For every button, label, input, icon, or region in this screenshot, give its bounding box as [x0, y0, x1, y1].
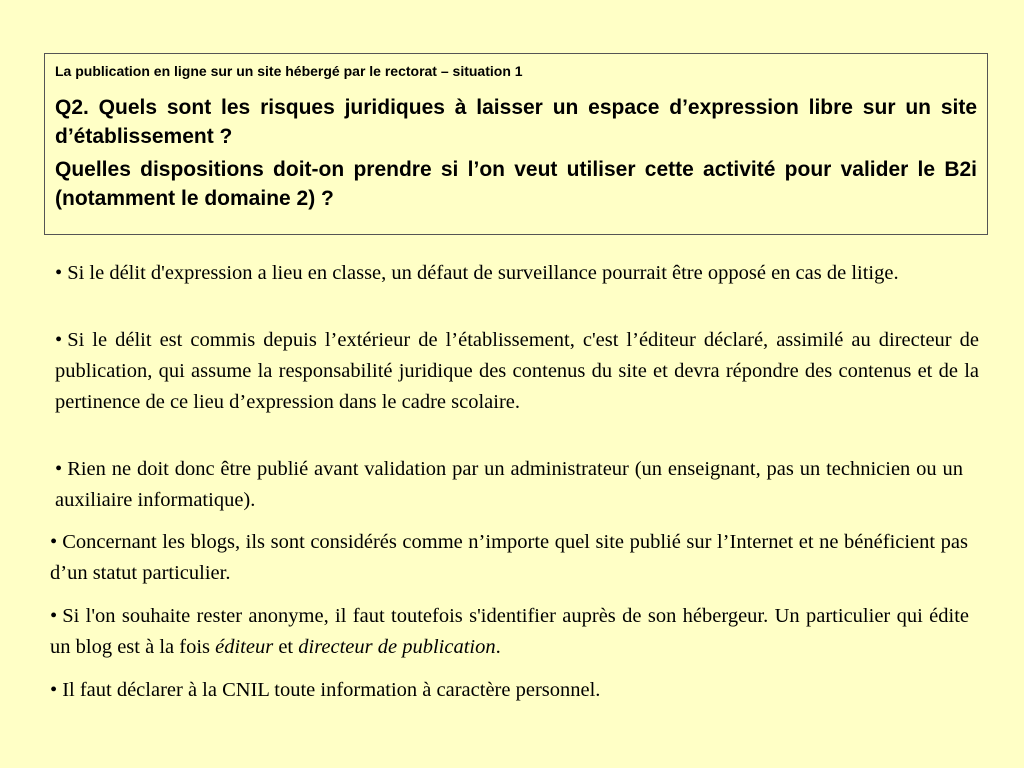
- slide-subtitle: La publication en ligne sur un site hébergé par le rectorat – situation 1: [55, 63, 523, 79]
- bullet-icon: •: [50, 531, 58, 553]
- bullet-icon: •: [50, 605, 58, 627]
- bullet-item-3: [55, 454, 963, 516]
- header-box: [44, 53, 988, 235]
- bullet-text: Concernant les blogs, ils sont considérés comme n’importe quel site publié sur l’Internet et ne bénéficient pas d’un statut particulier.: [50, 531, 968, 584]
- bullet-text: .: [495, 636, 501, 658]
- question-1: Q2. Quels sont les risques juridiques à laisser un espace d’expression libre sur un site d’établissement ?: [55, 96, 977, 148]
- bullet-text: Si le délit est commis depuis l’extérieur de l’établissement, c'est l’éditeur déclaré, assimilé au directeur de publication, qui assume la responsabilité juridique des contenus du site et devra répondre des contenus et de la pertinence de ce lieu d’expression dans le cadre scolaire.: [55, 329, 979, 413]
- bullet-icon: •: [55, 329, 63, 351]
- bullet-item-2: [55, 325, 979, 418]
- bullet-item-6: [50, 675, 969, 706]
- bullet-italic-directeur: directeur de publication: [298, 636, 496, 658]
- bullet-icon: •: [55, 458, 63, 480]
- bullet-text: et: [273, 636, 299, 658]
- bullet-text: Si l'on souhaite rester anonyme, il faut toutefois s'identifier auprès de son hébergeur. Un particulier qui édite un blog est à la fois: [50, 605, 969, 658]
- bullet-item-4: [50, 527, 968, 589]
- bullet-text: Rien ne doit donc être publié avant validation par un administrateur (un enseignant, pas un technicien ou un auxiliaire informatique).: [55, 458, 963, 511]
- bullet-item-5: [50, 601, 969, 663]
- bullet-text: Il faut déclarer à la CNIL toute information à caractère personnel.: [62, 679, 601, 701]
- bullet-icon: •: [55, 262, 63, 284]
- bullet-item-1: [55, 258, 980, 289]
- question-2: Quelles dispositions doit-on prendre si l’on veut utiliser cette activité pour valider le B2i (notamment le domaine 2) ?: [55, 158, 977, 210]
- bullet-icon: •: [50, 679, 58, 701]
- bullet-text: Si le délit d'expression a lieu en classe, un défaut de surveillance pourrait être opposé en cas de litige.: [67, 262, 899, 284]
- bullet-italic-editeur: éditeur: [215, 636, 274, 658]
